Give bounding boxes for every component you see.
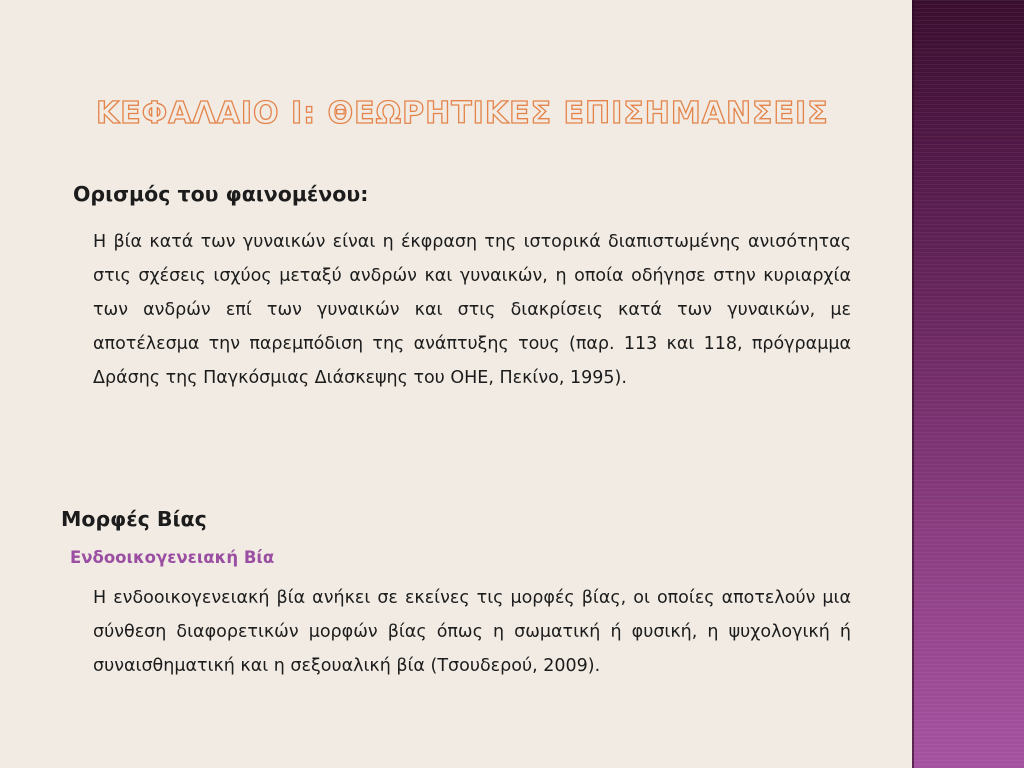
slide-title: ΚΕΦΑΛΑΙΟ Ι: ΘΕΩΡΗΤΙΚΕΣ ΕΠΙΣΗΜΑΝΣΕΙΣ — [96, 96, 829, 131]
definition-heading: Ορισμός του φαινομένου: — [73, 182, 369, 206]
forms-heading: Μορφές Βίας — [61, 507, 207, 531]
definition-paragraph: Η βία κατά των γυναικών είναι η έκφραση της ιστορικά διαπιστωμένης ανισότητας στις σχέσεις ισχύος μεταξύ ανδρών και γυναικών, η οποία οδήγησε στην κυριαρχία των ανδρών επί των γυναικών και στις διακρίσεις κατά των γυναικών, με αποτέλεσμα την παρεμπόδιση της ανάπτυξης τους (παρ. 113 και 118, πρόγραμμα Δράσης της Παγκόσμιας Διάσκεψης του ΟΗΕ, Πεκίνο, 1995). — [93, 232, 851, 388]
domestic-violence-paragraph: Η ενδοοικογενειακή βία ανήκει σε εκείνες τις μορφές βίας, οι οποίες αποτελούν μια σύνθεση διαφορετικών μορφών βίας όπως η σωματική ή φυσική, η ψυχολογική ή συναισθηματική και η σεξουαλική βία (Τσουδερού, 2009). — [93, 588, 851, 676]
domestic-violence-subheading: Ενδοοικογενειακή Βία — [70, 548, 275, 567]
decorative-sidebar — [912, 0, 1024, 768]
sidebar-edge — [912, 0, 914, 768]
